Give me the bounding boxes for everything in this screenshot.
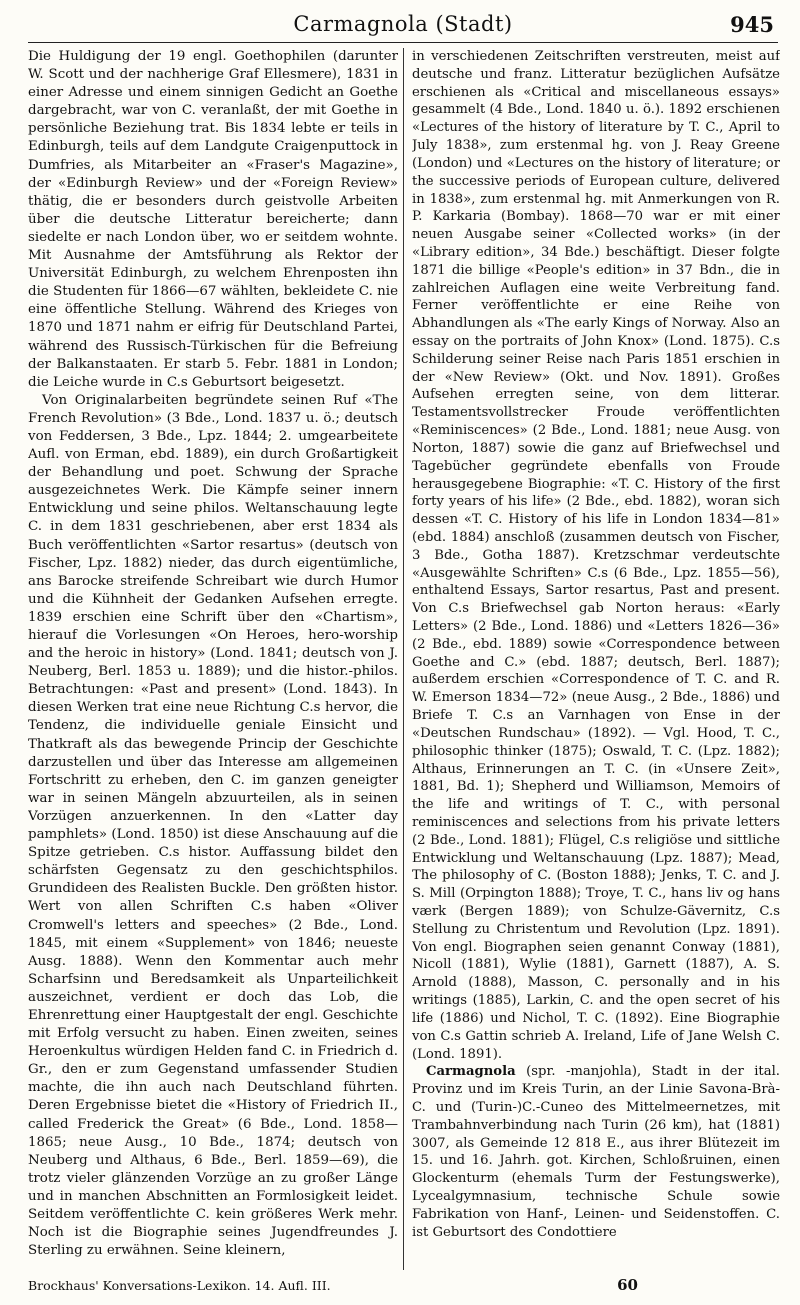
page-header [28, 8, 778, 43]
running-title: Carmagnola (Stadt) [293, 12, 513, 36]
page-footer [28, 1276, 778, 1298]
right-column [412, 48, 780, 1268]
publisher-line: Brockhaus' Konversations-Lexikon. 14. Aufl. III. [28, 1278, 331, 1293]
sheet-number: 60 [617, 1276, 638, 1294]
column-divider [403, 48, 404, 1270]
page-number: 945 [730, 12, 774, 37]
paragraph: in verschiedenen Zeitschriften verstreuten, meist auf deutsche und franz. Litteratur bezüglichen Aufsätze erschienen als «Critical and miscellaneous essays» gesammelt (4 Bde., Lond. 1840 u. ö.). 1892 erschienen «Lectures of the history of literature by T. C., April to July 1838», zum erstenmal hg. von J. Reay Greene (London) und «Lectures on the history of literature; or the successive periods of European culture, delivered in 1838», zum erstenmal hg. mit Anmerkungen von R. P. Karkaria (Bombay). 1868—70 war er mit einer neuen Ausgabe seiner «Collected works» (in der «Library edition», 34 Bde.) beschäftigt. Dieser folgte 1871 die billige «People's edition» in 37 Bdn., die in zahlreichen Auflagen eine weite Verbreitung fand. Ferner veröffentlichte er eine Reihe von Abhandlungen als «The early Kings of Norway. Also an essay on the portraits of John Knox» (Lond. 1875). C.s Schilderung seiner Reise nach Paris 1851 erschien in der «New Review» (Okt. und Nov. 1891). Großes Aufsehen erregten seine, von dem litterar. Testamentsvollstrecker Froude veröffentlichten «Reminiscences» (2 Bde., Lond. 1881; neue Ausg. von Norton, 1887) sowie die ganz auf Briefwechsel und Tagebücher gegründete ebenfalls von Froude herausgegebene Biographie: «T. C. History of the first forty years of his life» (2 Bde., ebd. 1882), woran sich dessen «T. C. History of his life in London 1834—81» (ebd. 1884) anschloß (zusammen deutsch von Fischer, 3 Bde., Gotha 1887). Kretzschmar verdeutschte «Ausgewählte Schriften» C.s (6 Bde., Lpz. 1855—56), enthaltend Essays, Sartor resartus, Past and present. Von C.s Briefwechsel gab Norton heraus: «Early Letters» (2 Bde., Lond. 1886) und «Letters 1826—36» (2 Bde., ebd. 1889) sowie «Correspondence between Goethe and C.» (ebd. 1887; deutsch, Berl. 1887); außerdem erschien «Correspondence of T. C. and R. W. Emerson 1834—72» (neue Ausg., 2 Bde., 1886) und Briefe T. C.s an Varnhagen von Ense in der «Deutschen Rundschau» (1892). — Vgl. Hood, T. C., philosophic thinker (1875); Oswald, T. C. (Lpz. 1882); Althaus, Erinnerungen an T. C. (in «Unsere Zeit», 1881, Bd. 1); Shepherd und Williamson, Memoirs of the life and writings of T. C., with personal reminiscences and selections from his private letters (2 Bde., Lond. 1881); Flügel, C.s religiöse und sittliche Entwicklung und Weltanschauung (Lpz. 1887); Mead, The philosophy of C. (Boston 1888); Jenks, T. C. and J. S. Mill (Orpington 1888); Troye, T. C., hans liv og hans værk (Bergen 1889); von Schulze-Gävernitz, C.s Stellung zu Christentum und Revolution (Lpz. 1891). Von engl. Biographen seien genannt Conway (1881), Nicoll (1881), Wylie (1881), Garnett (1887), A. S. Arnold (1888), Masson, C. personally and in his writings (1885), Larkin, C. and the open secret of his life (1886) und Nichol, T. C. (1892). Eine Biographie von C.s Gattin schrieb A. Ireland, Life of Jane Welsh C. (Lond. 1891). [412, 49, 780, 1062]
paragraph: Von Originalarbeiten begründete seinen Ruf «The French Revolution» (3 Bde., Lond. 1837 u. ö.; deutsch von Feddersen, 3 Bde., Lpz. 1844; 2. umgearbeitete Aufl. von Erman, ebd. 1889), ein durch Großartigkeit der Behandlung und poet. Schwung der Sprache ausgezeichnetes Werk. Die Kämpfe seiner innern Entwicklung und seine philos. Weltanschauung legte C. in dem 1831 geschriebenen, aber erst 1834 als Buch veröffentlichten «Sartor resartus» (deutsch von Fischer, Lpz. 1882) nieder, das durch eigentümliche, ans Barocke streifende Schreibart wie durch Humor und die Kühnheit der Gedanken Aufsehen erregte. 1839 erschien eine Schrift über den «Chartism», hierauf die Vorlesungen «On Heroes, hero-worship and the heroic in history» (Lond. 1841; deutsch von J. Neuberg, Berl. 1853 u. 1889); und die histor.-philos. Betrachtungen: «Past and present» (Lond. 1843). In diesen Werken trat eine neue Richtung C.s hervor, die Tendenz, die individuelle geniale Einsicht und Thatkraft als das bewegende Princip der Geschichte darzustellen und über das Interesse am allgemeinen Fortschritt zu erheben, den C. im ganzen geneigter war in seinen Mängeln abzuurteilen, als in seinen Vorzügen anzuerkennen. In den «Latter day pamphlets» (Lond. 1850) ist diese Anschauung auf die Spitze getrieben. C.s histor. Auffassung bildet den schärfsten Gegensatz zu den geschichtsphilos. Grundideen des Realisten Buckle. Den größten histor. Wert von allen Schriften C.s haben «Oliver Cromwell's letters and speeches» (2 Bde., Lond. 1845, mit einem «Supplement» von 1846; neueste Ausg. 1888). Wenn den Kommentar auch mehr Scharfsinn und Beredsamkeit als Unparteilichkeit auszeichnet, verdient er doch das Lob, die Ehrenrettung einer Hauptgestalt der engl. Geschichte mit Erfolg versucht zu haben. Einen zweiten, seines Heroenkultus würdigen Helden fand C. in Friedrich d. Gr., den er zum Gegenstand umfassender Studien machte, die ihn auch nach Deutschland führten. Deren Ergebnisse bietet die «History of Friedrich II., called Frederick the Great» (6 Bde., Lond. 1858—1865; neue Ausg., 10 Bde., 1874; deutsch von Neuberg und Althaus, 6 Bde., Berl. 1859—69), die trotz vieler glänzenden Vorzüge an zu großer Länge und in manchen Abschnitten an Formlosigkeit leidet. Seitdem veröffentlichte C. kein größeres Werk mehr. Noch ist die Biographie seines Jugendfreundes J. Sterling zu erwähnen. Seine kleinern, [28, 392, 398, 1259]
left-column [28, 48, 398, 1268]
entry-carmagnola [412, 1063, 780, 1241]
entry-lemma: Carmagnola [426, 1064, 516, 1080]
paragraph: Die Huldigung der 19 engl. Goethophilen (darunter W. Scott und der nachherige Graf Ellesmere), 1831 in einer Adresse und einem sinnigen Gedicht an Goethe dargebracht, war von C. veranlaßt, der mit Goethe in persönliche Beziehung trat. Bis 1834 lebte er teils in Edinburgh, teils auf dem Landgute Craigenputtock in Dumfries, als Mitarbeiter an «Fraser's Magazine», der «Edinburgh Review» und der «Foreign Review» thätig, die er besonders durch geistvolle Arbeiten über die deutsche Litteratur bereicherte; dann siedelte er nach London über, wo er seitdem wohnte. Mit Ausnahme der Amtsführung als Rektor der Universität Edinburgh, zu welchem Ehrenposten ihn die Studenten für 1866—67 wählten, bekleidete C. nie eine öffentliche Stellung. Während des Krieges von 1870 und 1871 nahm er eifrig für Deutschland Partei, während des Russisch-Türkischen für die Befreiung der Balkanstaaten. Er starb 5. Febr. 1881 in London; die Leiche wurde in C.s Geburtsort beigesetzt. [28, 49, 398, 390]
entry-text: (spr. -manjohla), Stadt in der ital. Provinz und im Kreis Turin, an der Linie Savona-Brà-C. und (Turin-)C.-Cuneo des Mittelmeernetzes, mit Trambahnverbindung nach Turin (26 km), hat (1881) 3007, als Gemeinde 12 818 E., aus ihrer Blütezeit im 15. und 16. Jahrh. got. Kirchen, Schloßruinen, einen Glockenturm (ehemals Turm der Festungswerke), Lycealgymnasium, technische Schule sowie Fabrikation von Hanf-, Leinen- und Seidenstoffen. C. ist Geburtsort des Condottiere [412, 1064, 780, 1240]
